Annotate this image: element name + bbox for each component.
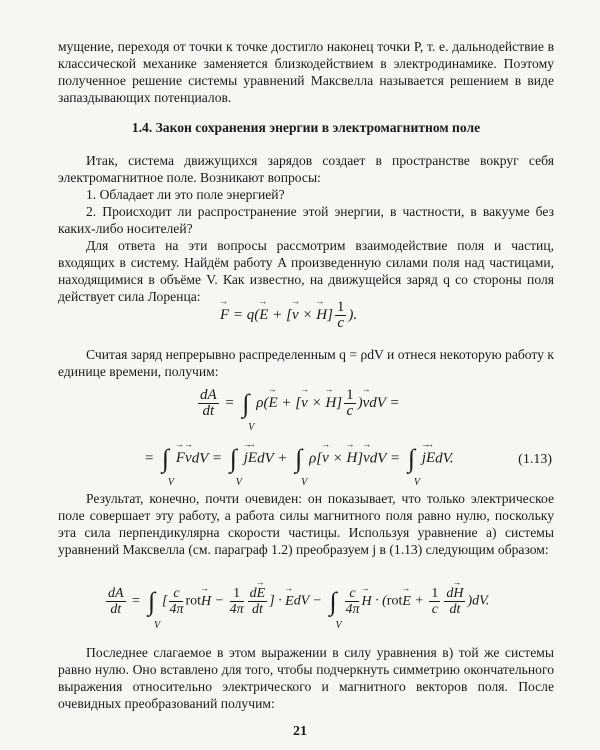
result-paragraph [58,490,554,558]
question-2: 2. Происходит ли распространение этой энергии, в частности, в вакууме без каких-либо носителей? [58,204,554,236]
intro-paragraph [58,38,554,106]
equation-number: (1.13) [518,452,552,467]
paragraph-lorentz-force: Для ответа на эти вопросы рассмотрим взаимодействие поля и частиц, входящих в систему. Найдём работу A произведенную силами поля над частицами, находящимися в объёме V. Как известно, на движущейся заряд q со стороны поля действует сила Лоренца: [58,238,554,304]
equation-work-line-1: $\frac{dA}{dt}$ = ∫ V ρ(→ E + [→ v × → H] $\frac{1}{c}$ )→ vdV = [196,388,400,419]
question-1: 1. Обладает ли это поле энергией? [86,187,285,202]
paragraph-intro-continued: мущение, переходя от точки к точке достигло наконец точки P, т. е. дальнодействие в классической механике заменяется близкодействием в электродинамике. Поэтому полученное решение системы уравнений Максвелла называется решением в виде запаздывающих потенциалов. [58,39,554,105]
paragraph-system-charges: Итак, система движущихся зарядов создает в пространстве вокруг себя электромагнитное поле. Возникают вопросы: [58,153,554,185]
page-number: 21 [293,724,307,739]
section-heading: 1.4. Закон сохранения энергии в электромагнитном поле [131,120,481,135]
questions-block [58,152,554,305]
paragraph-continuous-charge: Считая заряд непрерывно распределенным q = ρdV и отнеся некоторую работу к единице времени, получим: [58,347,554,379]
equation-lorentz-force: → F = q(→ E + [→ v × → H] $\frac{1}{c}$ ). [220,300,357,331]
equation-work-line-2: = ∫ V → F→ vdV = ∫ V → j→ EdV + ∫ V ρ[→ v × → H]→ vdV = ∫ V → j→ EdV. [144,444,454,474]
paragraph-symmetry: Последнее слагаемое в этом выражении в силу уравнения в) той же системы равно нулю. Оно вставлено для того, чтобы подчеркнуть симметрию окончательного выражения относительно электрического и магнитного векторов поля. После очевидных преобразований получим: [58,645,554,711]
equation-maxwell-transform: $\frac{dA}{dt}$ = ∫ V [ $\frac{c}{4\pi}$ rot→ H − $\frac{1}{4\pi}$ $\frac{d\to E}{dt}$ ] · → EdV − ∫ V $\frac{c}{4\pi}$ → H · (rot→ E + $\frac{1}{c}$ $\frac{d\to H}{dt}$ )dV. [104,586,489,617]
work-paragraph [58,346,554,380]
final-paragraph [58,644,554,712]
paragraph-result: Результат, конечно, почти очевиден: он показывает, что только электрическое поле совершает эту работу, а работа силы магнитного поля равно нулю, поскольку эта сила перпендикулярна скорости частицы. Используя уравнение а) системы уравнений Максвелла (см. параграф 1.2) преобразуем j в (1.13) следующим образом: [58,491,554,557]
